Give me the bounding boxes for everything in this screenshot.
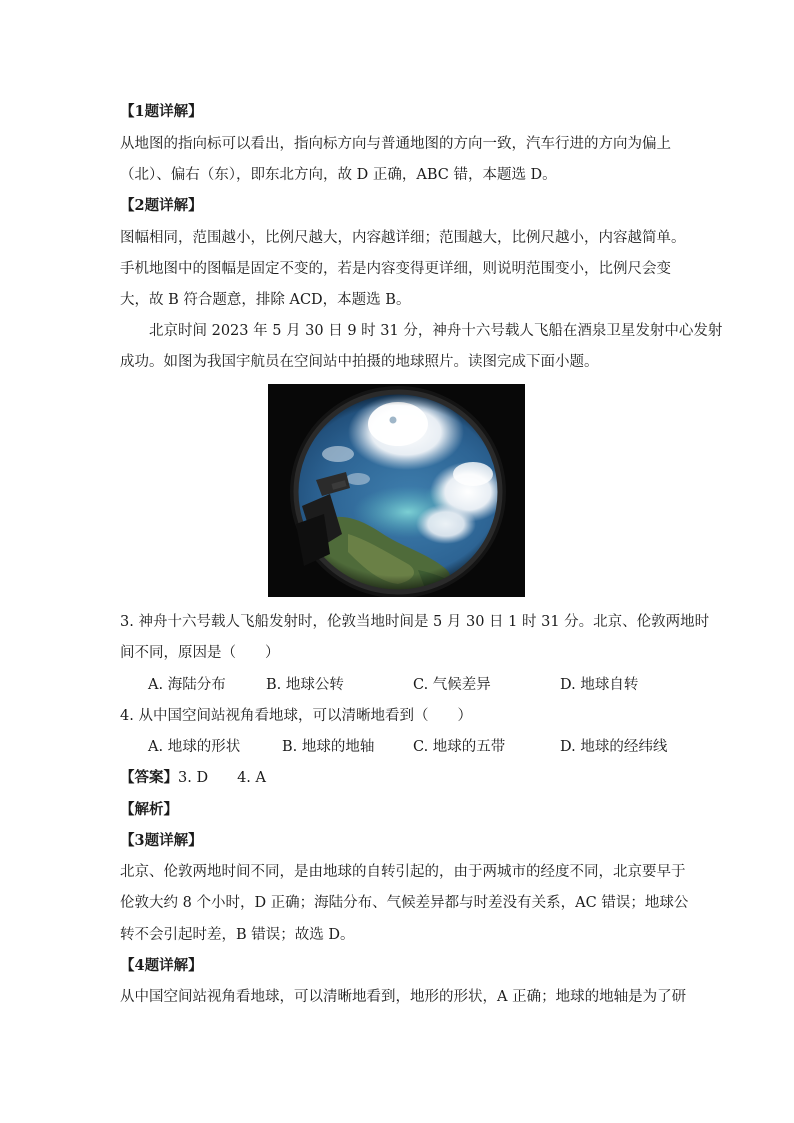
analysis-header: 【解析】 [120, 801, 178, 818]
q3-detail-line-1: 北京、伦敦两地时间不同，是由地球的自转引起的，由于两城市的经度不同，北京要早于 [120, 864, 686, 880]
answer-text: 3. D 4. A [178, 770, 266, 786]
q3-detail-line-3: 转不会引起时差，B 错误；故选 D。 [120, 927, 355, 943]
q3-option-a: A. 海陆分布 [148, 677, 226, 693]
answer-line [120, 768, 266, 788]
answer-label: 【答案】 [120, 769, 178, 786]
q2-detail-line-3: 大，故 B 符合题意，排除 ACD，本题选 B。 [120, 292, 411, 308]
q3-option-b: B. 地球公转 [266, 677, 344, 693]
q3-stem-line-1: 3. 神舟十六号载人飞船发射时，伦敦当地时间是 5 月 30 日 1 时 31 分。北京、伦敦两地时 [120, 614, 710, 630]
q2-detail-header: 【2题详解】 [120, 197, 203, 214]
q1-detail-header: 【1题详解】 [120, 103, 203, 120]
q3-detail-header: 【3题详解】 [120, 832, 203, 849]
q1-detail-line-2: （北）、偏右（东），即东北方向，故 D 正确，ABC 错，本题选 D。 [120, 167, 557, 183]
q1-detail-line-1: 从地图的指向标可以看出，指向标方向与普通地图的方向一致，汽车行进的方向为偏上 [120, 136, 671, 152]
q3-option-d: D. 地球自转 [560, 677, 639, 693]
q4-option-b: B. 地球的地轴 [282, 739, 375, 755]
intro-line-2: 成功。如图为我国宇航员在空间站中拍摄的地球照片。读图完成下面小题。 [120, 354, 599, 370]
q3-stem-line-2: 间不同，原因是（ ） [120, 645, 280, 661]
q2-detail-line-2: 手机地图中的图幅是固定不变的，若是内容变得更详细，则说明范围变小，比例尺会变 [120, 261, 671, 277]
q4-option-a: A. 地球的形状 [148, 739, 241, 755]
q2-detail-line-1: 图幅相同，范围越小，比例尺越大，内容越详细；范围越大，比例尺越小，内容越简单。 [120, 230, 686, 246]
q4-stem: 4. 从中国空间站视角看地球，可以清晰地看到（ ） [120, 708, 472, 724]
q4-option-d: D. 地球的经纬线 [560, 739, 668, 755]
earth-photo-from-space-station [268, 384, 525, 597]
q4-option-c: C. 地球的五带 [413, 739, 506, 755]
q4-detail-line-1: 从中国空间站视角看地球，可以清晰地看到，地形的形状，A 正确；地球的地轴是为了研 [120, 989, 687, 1005]
intro-line-1: 北京时间 2023 年 5 月 30 日 9 时 31 分，神舟十六号载人飞船在酒泉卫星发射中心发射 [149, 323, 723, 339]
q4-detail-header: 【4题详解】 [120, 957, 203, 974]
q3-option-c: C. 气候差异 [413, 677, 491, 693]
q3-detail-line-2: 伦敦大约 8 个小时，D 正确；海陆分布、气候差异都与时差没有关系，AC 错误；地球公 [120, 895, 689, 911]
